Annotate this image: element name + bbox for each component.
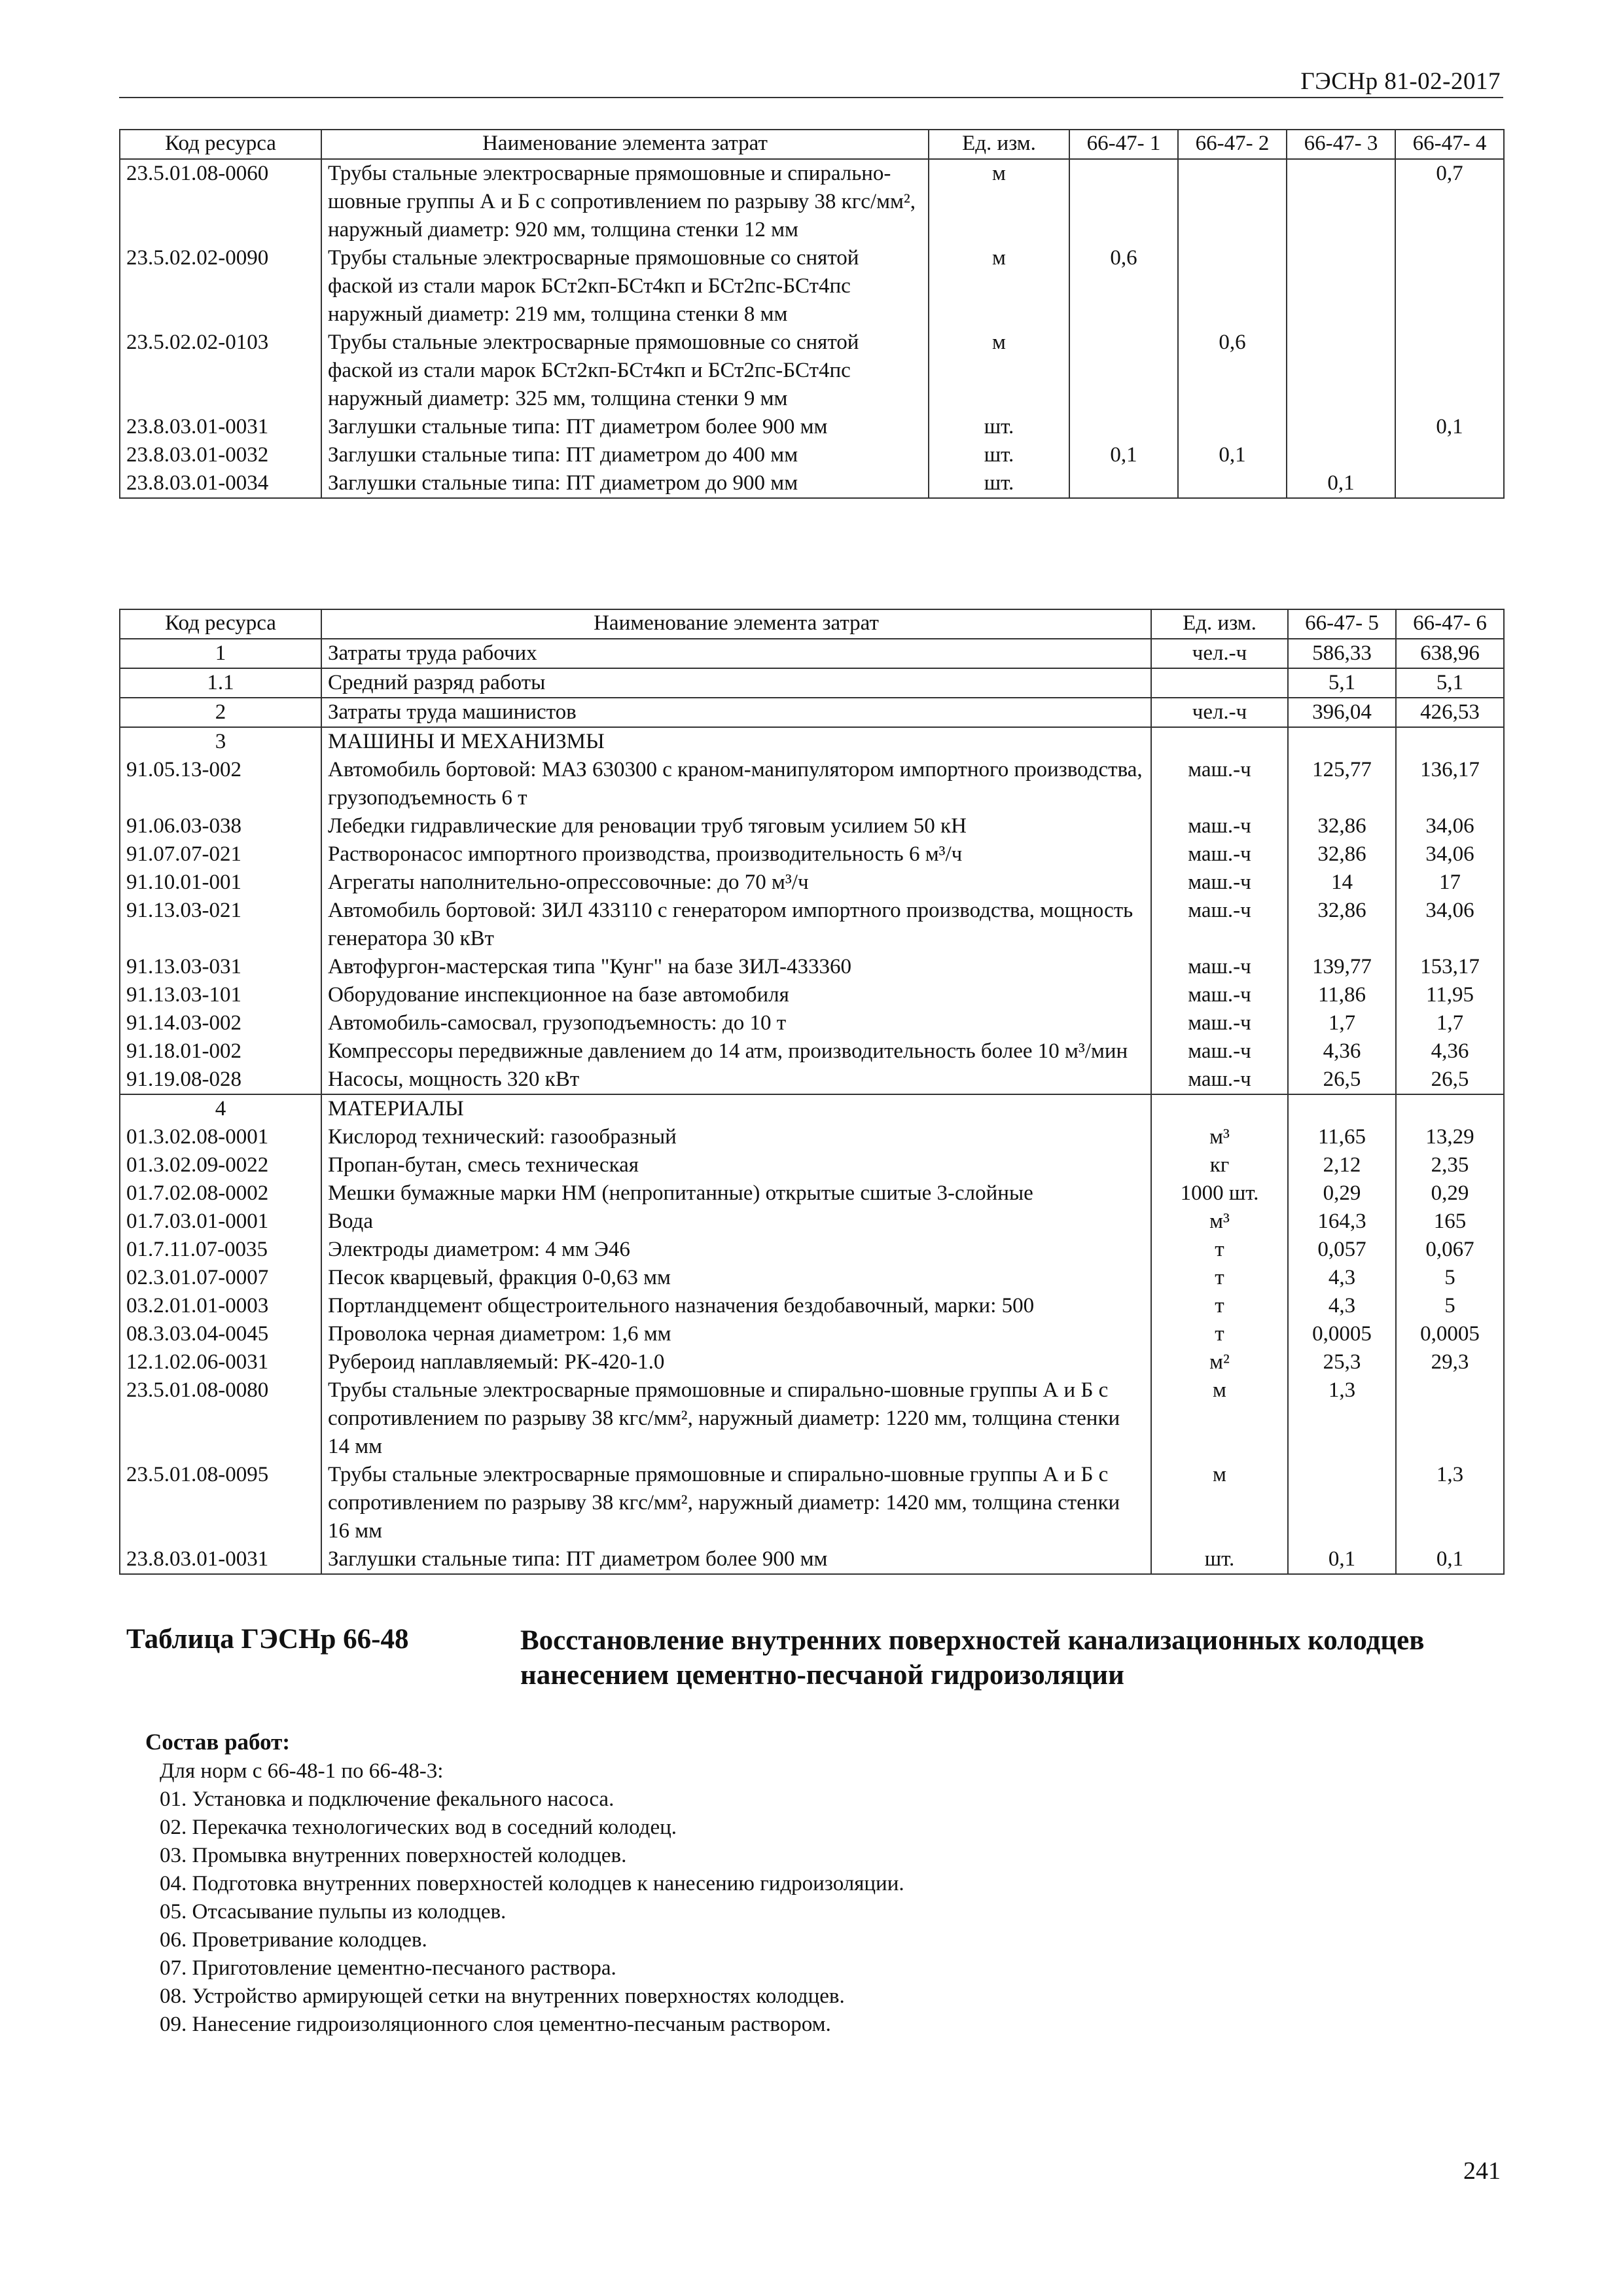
table-cell [1069, 329, 1178, 413]
table-cell [1395, 441, 1504, 469]
table-cell: 0,1 [1069, 441, 1178, 469]
table-cell: 396,04 [1288, 698, 1396, 727]
table-cell: 03.2.01.01-0003 [120, 1292, 321, 1320]
table-cell: Заглушки стальные типа: ПТ диаметром более 900 мм [321, 1545, 1151, 1574]
table-cell: 91.07.07-021 [120, 840, 321, 869]
table-cell: маш.-ч [1151, 953, 1288, 981]
resource-table-1 [119, 129, 1505, 499]
table-cell [1287, 441, 1395, 469]
table-cell: 1 [120, 639, 321, 668]
table-cell: 26,5 [1396, 1066, 1504, 1094]
table-row [120, 1376, 1504, 1461]
table-cell: 2,12 [1288, 1151, 1396, 1179]
list-item: 04. Подготовка внутренних поверхностей колодцев к нанесению гидроизоляции. [160, 1872, 904, 1895]
table-cell: 11,95 [1396, 981, 1504, 1009]
table-cell: 01.3.02.09-0022 [120, 1151, 321, 1179]
table-cell: 23.5.01.08-0060 [120, 159, 321, 244]
table-cell [1287, 244, 1395, 329]
list-item: 02. Перекачка технологических вод в соседний колодец. [160, 1816, 677, 1839]
col-header: 66-47- 4 [1395, 130, 1504, 159]
table-row [120, 1348, 1504, 1376]
document-code: ГЭСНр 81-02-2017 [1300, 68, 1501, 95]
table-cell: 26,5 [1288, 1066, 1396, 1094]
table-cell: 32,86 [1288, 897, 1396, 953]
table-cell: 2 [120, 698, 321, 727]
table-row [120, 1037, 1504, 1066]
table-cell: Пропан-бутан, смесь техническая [321, 1151, 1151, 1179]
table-row [120, 1461, 1504, 1545]
table-cell: 12.1.02.06-0031 [120, 1348, 321, 1376]
table-cell: Заглушки стальные типа: ПТ диаметром до 900 мм [321, 469, 929, 498]
table-cell: 1000 шт. [1151, 1179, 1288, 1208]
table-row [120, 1009, 1504, 1037]
table-cell: 91.13.03-031 [120, 953, 321, 981]
table-cell: т [1151, 1264, 1288, 1292]
table-row [120, 1094, 1504, 1123]
table-cell: 91.18.01-002 [120, 1037, 321, 1066]
table-cell: 17 [1396, 869, 1504, 897]
table-cell: м [929, 159, 1069, 244]
table-row [120, 639, 1504, 668]
table-cell: 32,86 [1288, 812, 1396, 840]
table-cell [1151, 1094, 1288, 1123]
table-cell: Автофургон-мастерская типа "Кунг" на базе ЗИЛ-433360 [321, 953, 1151, 981]
table-cell [1069, 469, 1178, 498]
table-cell: 0,057 [1288, 1236, 1396, 1264]
list-item: Для норм с 66-48-1 по 66-48-3: [160, 1759, 444, 1783]
table-cell: 5,1 [1288, 668, 1396, 698]
table-cell: маш.-ч [1151, 1066, 1288, 1094]
table-row [120, 244, 1504, 329]
table-cell: 5 [1396, 1292, 1504, 1320]
table-cell: 0,29 [1288, 1179, 1396, 1208]
table-cell: 34,06 [1396, 812, 1504, 840]
table-cell: 32,86 [1288, 840, 1396, 869]
table-cell: шт. [929, 441, 1069, 469]
table-cell: 4 [120, 1094, 321, 1123]
table-cell: чел.-ч [1151, 639, 1288, 668]
table-cell: Средний разряд работы [321, 668, 1151, 698]
table-cell: 25,3 [1288, 1348, 1396, 1376]
col-header: Наименование элемента затрат [321, 130, 929, 159]
table-cell: 34,06 [1396, 840, 1504, 869]
table-cell: 29,3 [1396, 1348, 1504, 1376]
table-cell: Компрессоры передвижные давлением до 14 атм, производительность более 10 м³/мин [321, 1037, 1151, 1066]
table-cell [1395, 469, 1504, 498]
table-cell: Трубы стальные электросварные прямошовные со снятой фаской из стали марок БСт2кп-БСт4кп и БСт2пс-БСт4пс наружный диаметр: 219 мм, толщина стенки 8 мм [321, 244, 929, 329]
table-cell: 4,36 [1396, 1037, 1504, 1066]
table-cell: Трубы стальные электросварные прямошовные и спирально-шовные группы А и Б с сопротивлением по разрыву 38 кгс/мм², наружный диаметр: 1420 мм, толщина стенки 16 мм [321, 1461, 1151, 1545]
table-row [120, 1545, 1504, 1574]
table-cell: Автомобиль-самосвал, грузоподъемность: до 10 т [321, 1009, 1151, 1037]
table-cell: 0,1 [1288, 1545, 1396, 1574]
table-cell: 426,53 [1396, 698, 1504, 727]
table-row [120, 413, 1504, 441]
table-cell: 11,86 [1288, 981, 1396, 1009]
table-cell: 5,1 [1396, 668, 1504, 698]
table-cell: 0,0005 [1288, 1320, 1396, 1348]
table-cell: 1,3 [1396, 1461, 1504, 1545]
table-header-row [120, 130, 1504, 159]
table-cell: МАШИНЫ И МЕХАНИЗМЫ [321, 727, 1151, 756]
table-cell: 91.13.03-021 [120, 897, 321, 953]
table-cell: 91.05.13-002 [120, 756, 321, 812]
table-cell: 23.8.03.01-0034 [120, 469, 321, 498]
table-cell: Портландцемент общестроительного назначения бездобавочный, марки: 500 [321, 1292, 1151, 1320]
table-cell [1287, 329, 1395, 413]
table-cell: 91.19.08-028 [120, 1066, 321, 1094]
table-cell: 0,29 [1396, 1179, 1504, 1208]
table-cell [1178, 244, 1287, 329]
table-cell: 165 [1396, 1208, 1504, 1236]
table-cell: маш.-ч [1151, 756, 1288, 812]
table-row [120, 1208, 1504, 1236]
table-cell: 11,65 [1288, 1123, 1396, 1151]
table-cell: 23.5.01.08-0095 [120, 1461, 321, 1545]
table-cell: 4,3 [1288, 1264, 1396, 1292]
table-cell [1396, 727, 1504, 756]
table-cell: 638,96 [1396, 639, 1504, 668]
list-item: 03. Промывка внутренних поверхностей колодцев. [160, 1844, 627, 1867]
table-row [120, 469, 1504, 498]
table-cell [1178, 413, 1287, 441]
table-cell: Рубероид наплавляемый: РК-420-1.0 [321, 1348, 1151, 1376]
table-cell: Трубы стальные электросварные прямошовные со снятой фаской из стали марок БСт2кп-БСт4кп и БСт2пс-БСт4пс наружный диаметр: 325 мм, толщина стенки 9 мм [321, 329, 929, 413]
table-cell: м³ [1151, 1208, 1288, 1236]
table-cell [1288, 1094, 1396, 1123]
col-header: Код ресурса [120, 130, 321, 159]
list-item: 05. Отсасывание пульпы из колодцев. [160, 1900, 507, 1924]
table-cell: м³ [1151, 1123, 1288, 1151]
col-header: 66-47- 2 [1178, 130, 1287, 159]
table-cell: Лебедки гидравлические для реновации труб тяговым усилием 50 кН [321, 812, 1151, 840]
table-cell: 01.7.03.01-0001 [120, 1208, 321, 1236]
table-row [120, 812, 1504, 840]
table-cell: Мешки бумажные марки НМ (непропитанные) открытые сшитые 3-слойные [321, 1179, 1151, 1208]
table-cell: 5 [1396, 1264, 1504, 1292]
table-cell [1396, 1094, 1504, 1123]
table-cell: маш.-ч [1151, 981, 1288, 1009]
table-cell: 125,77 [1288, 756, 1396, 812]
table-cell [1287, 159, 1395, 244]
table-cell [1395, 329, 1504, 413]
table-cell: 153,17 [1396, 953, 1504, 981]
work-composition-list [160, 1757, 904, 2039]
table-cell: 91.13.03-101 [120, 981, 321, 1009]
table-cell: 3 [120, 727, 321, 756]
table-row [120, 869, 1504, 897]
table-cell [1178, 469, 1287, 498]
table-cell: 1,3 [1288, 1376, 1396, 1461]
work-composition-title: Состав работ: [145, 1729, 290, 1755]
table-cell: 164,3 [1288, 1208, 1396, 1236]
table-cell: Затраты труда машинистов [321, 698, 1151, 727]
table-cell: шт. [929, 469, 1069, 498]
table-cell: 91.14.03-002 [120, 1009, 321, 1037]
table-cell: 91.10.01-001 [120, 869, 321, 897]
page-number: 241 [1463, 2157, 1501, 2185]
table-row [120, 1066, 1504, 1094]
table-cell: маш.-ч [1151, 897, 1288, 953]
table-cell: Насосы, мощность 320 кВт [321, 1066, 1151, 1094]
table-cell: 23.8.03.01-0031 [120, 1545, 321, 1574]
table-cell: 0,7 [1395, 159, 1504, 244]
table-cell [1151, 727, 1288, 756]
table-cell: м [929, 329, 1069, 413]
list-item: 06. Проветривание колодцев. [160, 1928, 427, 1952]
table-cell: м [929, 244, 1069, 329]
table-cell [1395, 244, 1504, 329]
table-cell: 08.3.03.04-0045 [120, 1320, 321, 1348]
table-cell: 13,29 [1396, 1123, 1504, 1151]
table-description: Восстановление внутренних поверхностей канализационных колодцев нанесением цементно-песчаной гидроизоляции [520, 1625, 1425, 1691]
table-cell: 1.1 [120, 668, 321, 698]
table-cell: маш.-ч [1151, 1009, 1288, 1037]
table-header-row [120, 609, 1504, 639]
table-cell: м² [1151, 1348, 1288, 1376]
table-cell: 0,1 [1178, 441, 1287, 469]
table-cell: Трубы стальные электросварные прямошовные и спирально-шовные группы А и Б с сопротивлением по разрыву 38 кгс/мм², наружный диаметр: 1220 мм, толщина стенки 14 мм [321, 1376, 1151, 1461]
table-cell [1178, 159, 1287, 244]
table-cell: Проволока черная диаметром: 1,6 мм [321, 1320, 1151, 1348]
col-header: Код ресурса [120, 609, 321, 639]
table-cell: 0,0005 [1396, 1320, 1504, 1348]
table-row [120, 1123, 1504, 1151]
table-cell: Трубы стальные электросварные прямошовные и спирально-шовные группы А и Б с сопротивлением по разрыву 38 кгс/мм², наружный диаметр: 920 мм, толщина стенки 12 мм [321, 159, 929, 244]
table-cell [1288, 727, 1396, 756]
table-cell [1069, 159, 1178, 244]
table-cell: 0,6 [1069, 244, 1178, 329]
table-cell [1287, 413, 1395, 441]
table-cell [1396, 1376, 1504, 1461]
table-cell: Агрегаты наполнительно-опрессовочные: до 70 м³/ч [321, 869, 1151, 897]
table-cell: 02.3.01.07-0007 [120, 1264, 321, 1292]
table-row [120, 329, 1504, 413]
table-cell: Кислород технический: газообразный [321, 1123, 1151, 1151]
table-cell: 01.7.02.08-0002 [120, 1179, 321, 1208]
list-item: 08. Устройство армирующей сетки на внутренних поверхностях колодцев. [160, 1984, 845, 2008]
table-cell: т [1151, 1236, 1288, 1264]
table-body [120, 639, 1504, 1574]
table-cell: 23.8.03.01-0031 [120, 413, 321, 441]
table-row [120, 698, 1504, 727]
table-cell: Растворонасос импортного производства, производительность 6 м³/ч [321, 840, 1151, 869]
table-cell: МАТЕРИАЛЫ [321, 1094, 1151, 1123]
table-cell: м [1151, 1461, 1288, 1545]
col-header: 66-47- 3 [1287, 130, 1395, 159]
table-cell: 23.8.03.01-0032 [120, 441, 321, 469]
table-cell [1151, 668, 1288, 698]
table-cell: Оборудование инспекционное на базе автомобиля [321, 981, 1151, 1009]
table-cell: Заглушки стальные типа: ПТ диаметром до 400 мм [321, 441, 929, 469]
table-cell: 0,067 [1396, 1236, 1504, 1264]
table-cell: шт. [1151, 1545, 1288, 1574]
table-cell: маш.-ч [1151, 869, 1288, 897]
table-cell: 01.7.11.07-0035 [120, 1236, 321, 1264]
table-row [120, 1320, 1504, 1348]
table-cell: 139,77 [1288, 953, 1396, 981]
table-cell: 23.5.01.08-0080 [120, 1376, 321, 1461]
table-cell: т [1151, 1292, 1288, 1320]
col-header: Ед. изм. [1151, 609, 1288, 639]
table-cell: 1,7 [1396, 1009, 1504, 1037]
table-cell [1069, 413, 1178, 441]
table-cell: 23.5.02.02-0090 [120, 244, 321, 329]
list-item: 01. Установка и подключение фекального насоса. [160, 1787, 615, 1811]
table-cell: Заглушки стальные типа: ПТ диаметром более 900 мм [321, 413, 929, 441]
resource-table-2 [119, 609, 1505, 1575]
table-cell: 0,6 [1178, 329, 1287, 413]
table-row [120, 727, 1504, 756]
table-cell: маш.-ч [1151, 812, 1288, 840]
table-row [120, 1292, 1504, 1320]
table-cell: 01.3.02.08-0001 [120, 1123, 321, 1151]
table-cell: Электроды диаметром: 4 мм Э46 [321, 1236, 1151, 1264]
list-item: 07. Приготовление цементно-песчаного раствора. [160, 1956, 616, 1980]
table-cell: т [1151, 1320, 1288, 1348]
table-cell: 2,35 [1396, 1151, 1504, 1179]
list-item: 09. Нанесение гидроизоляционного слоя цементно-песчаным раствором. [160, 2013, 831, 2036]
table-row [120, 897, 1504, 953]
table-cell: кг [1151, 1151, 1288, 1179]
table-body [120, 159, 1504, 498]
table-row [120, 159, 1504, 244]
col-header: Ед. изм. [929, 130, 1069, 159]
table-row [120, 756, 1504, 812]
table-cell: маш.-ч [1151, 840, 1288, 869]
table-cell: 14 [1288, 869, 1396, 897]
table-cell: м [1151, 1376, 1288, 1461]
table-cell: Песок кварцевый, фракция 0-0,63 мм [321, 1264, 1151, 1292]
table-row [120, 668, 1504, 698]
table-row [120, 1179, 1504, 1208]
table-cell: 0,1 [1396, 1545, 1504, 1574]
table-cell: Вода [321, 1208, 1151, 1236]
table-cell: 91.06.03-038 [120, 812, 321, 840]
table-cell: 23.5.02.02-0103 [120, 329, 321, 413]
table-cell: 4,3 [1288, 1292, 1396, 1320]
table-title: Таблица ГЭСНр 66-48 [126, 1624, 409, 1655]
table-row [120, 981, 1504, 1009]
table-cell: маш.-ч [1151, 1037, 1288, 1066]
table-cell: 136,17 [1396, 756, 1504, 812]
table-cell: 0,1 [1287, 469, 1395, 498]
table-cell [1288, 1461, 1396, 1545]
table-cell: Автомобиль бортовой: МАЗ 630300 с краном-манипулятором импортного производства, грузоподъемность 6 т [321, 756, 1151, 812]
col-header: 66-47- 1 [1069, 130, 1178, 159]
col-header: 66-47- 5 [1288, 609, 1396, 639]
table-row [120, 1236, 1504, 1264]
table-cell: Затраты труда рабочих [321, 639, 1151, 668]
table-row [120, 953, 1504, 981]
table-row [120, 840, 1504, 869]
header-divider [119, 97, 1503, 98]
col-header: Наименование элемента затрат [321, 609, 1151, 639]
table-cell: Автомобиль бортовой: ЗИЛ 433110 с генератором импортного производства, мощность генератора 30 кВт [321, 897, 1151, 953]
table-cell: шт. [929, 413, 1069, 441]
table-cell: чел.-ч [1151, 698, 1288, 727]
table-cell: 586,33 [1288, 639, 1396, 668]
table-cell: 4,36 [1288, 1037, 1396, 1066]
table-cell: 34,06 [1396, 897, 1504, 953]
table-row [120, 1151, 1504, 1179]
table-cell: 0,1 [1395, 413, 1504, 441]
table-row [120, 1264, 1504, 1292]
table-cell: 1,7 [1288, 1009, 1396, 1037]
col-header: 66-47- 6 [1396, 609, 1504, 639]
table-row [120, 441, 1504, 469]
